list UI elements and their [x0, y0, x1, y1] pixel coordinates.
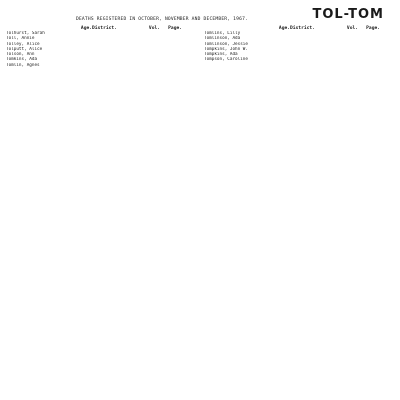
entry-vol	[144, 63, 160, 68]
entry-district	[290, 57, 342, 62]
column-header-vol: Vol.	[346, 26, 358, 31]
right-column	[204, 24, 394, 68]
entry-page	[358, 57, 380, 62]
entry-name: Tomkins, Ada	[6, 57, 38, 63]
entry-name: Tolhurst, Sarah	[6, 31, 45, 36]
entry-name: Tolley, Alice	[6, 41, 40, 47]
entry-name: Tomlinson, Ada	[204, 36, 241, 42]
entry-name: Tolputt, Alice	[6, 46, 43, 52]
column-header-age: Age.	[278, 26, 290, 31]
entry-list	[204, 31, 394, 63]
column-header	[6, 24, 196, 31]
entry-row	[204, 57, 394, 62]
surname-range-title: TOL-TOM	[312, 7, 384, 22]
entry-page	[160, 63, 182, 68]
column-header-age: Age.	[80, 26, 92, 31]
entry-list	[6, 31, 196, 68]
entry-name: Toll, Annie	[6, 36, 35, 42]
index-columns	[6, 24, 394, 68]
left-column	[6, 24, 196, 68]
column-header	[204, 24, 394, 31]
entry-name: Tolson, Ann	[6, 52, 35, 57]
entry-name: Tomlinson, Jessie	[204, 41, 248, 47]
entry-name: Tomlin, Agnes	[6, 62, 40, 68]
column-header-page: Page.	[168, 26, 182, 31]
entry-name: Tompkins, John W.	[204, 46, 248, 52]
page-header	[6, 4, 394, 22]
entry-name: Tompson, Caroline	[204, 57, 248, 63]
register-caption: DEATHS REGISTERED IN OCTOBER, NOVEMBER AND DECEMBER, 1967.	[76, 17, 249, 22]
entry-row	[6, 63, 196, 68]
entry-age	[276, 57, 290, 62]
column-header-page: Page.	[366, 26, 380, 31]
entry-name: Tomlins, Lilly	[204, 31, 241, 36]
column-header-district: District.	[92, 26, 117, 31]
entry-district	[92, 63, 144, 68]
column-header-vol: Vol.	[148, 26, 160, 31]
entry-name: Tompkins, Ada	[204, 52, 238, 57]
entry-vol	[342, 57, 358, 62]
entry-age	[78, 63, 92, 68]
column-header-district: District.	[290, 26, 315, 31]
